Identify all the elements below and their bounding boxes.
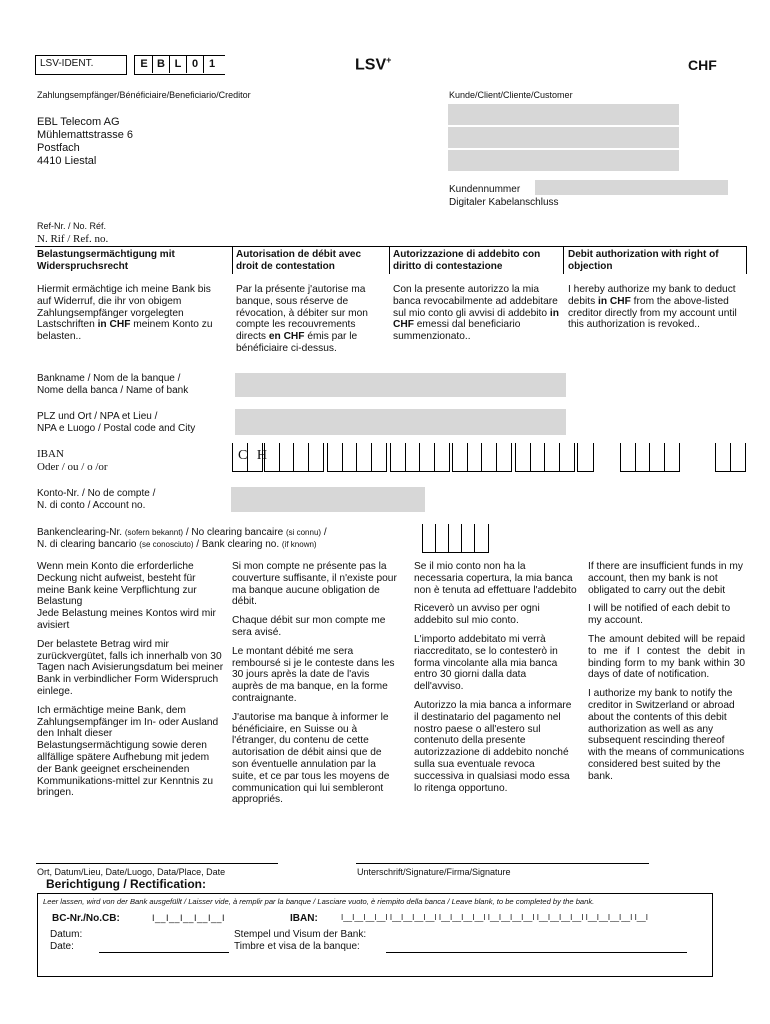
- clearing-cell[interactable]: [474, 524, 489, 553]
- condition-text: Se il mio conto non ha la necessaria copertura, la mia banca non è tenuta ad effettuare l'addebito: [414, 561, 577, 596]
- clearing-label: [37, 527, 327, 551]
- plz-label-line: NPA e Luogo / Postal code and City: [37, 423, 196, 434]
- ident-char: 1: [208, 58, 216, 70]
- iban-cell[interactable]: [577, 443, 594, 472]
- customer-number-label: Kundennummer: [449, 184, 521, 195]
- conditions-en: [588, 561, 745, 790]
- customer-city-field[interactable]: [448, 150, 679, 171]
- konto-label-line: N. di conto / Account no.: [37, 500, 146, 511]
- iban-cell[interactable]: [664, 443, 681, 472]
- konto-label: [37, 488, 155, 512]
- creditor-line: Mühlemattstrasse 6: [37, 129, 133, 141]
- condition-text: The amount debited will be repaid to me if I contest the debit in binding form to my bank within 30 days of date of notification.: [588, 633, 745, 681]
- creditor-line: EBL Telecom AG: [37, 116, 120, 128]
- auth-rule: [232, 246, 233, 274]
- condition-text: J'autorise ma banque à informer le bénéficiaire, en Suisse ou à l'étranger, du contenu de cette autorisation de débit ainsi que de son éventuelle annulation par la suite, et ce par tous les moyens de communication qui lui sembleront appropriés.: [232, 711, 390, 806]
- ref-label: Ref-Nr. / No. Réf.: [37, 221, 107, 231]
- iban-cell[interactable]: [279, 443, 295, 472]
- auth-text-de: Hiermit ermächtige ich meine Bank bis auf Widerruf, die ihr von obigem Zahlungsempfänger vorgelegten Lastschriften in CHF meinem Konto zu belasten..: [37, 284, 213, 343]
- bankname-label-line: Bankname / Nom de la banque /: [37, 373, 181, 384]
- condition-text: Chaque débit sur mon compte me sera avisé.: [232, 615, 386, 638]
- auth-text-fr: Par la présente j'autorise ma banque, sous réserve de révocation, à débiter sur mon compte les recouvrements directs en CHF émis par le bénéficiaire ci-dessus.: [236, 284, 368, 354]
- stamp-label-de: Stempel und Visum der Bank:: [234, 929, 367, 940]
- iban-cell[interactable]: [481, 443, 497, 472]
- iban-cell[interactable]: [530, 443, 546, 472]
- iban-cell[interactable]: [515, 443, 531, 472]
- auth-header-it: Autorizzazione di addebito con diritto di contestazione: [393, 249, 541, 272]
- conditions-de: [37, 561, 225, 806]
- customer-service: Digitaler Kabelanschluss: [449, 197, 559, 208]
- auth-text-it: Con la presente autorizzo la mia banca revocabilmente ad addebitare sul mio conto gli avvisi di addebito in CHF emessi dal beneficiario summenzionato..: [393, 284, 559, 343]
- signature-line[interactable]: [356, 863, 649, 864]
- creditor-line: 4410 Liestal: [37, 155, 97, 167]
- ident-char: B: [153, 55, 170, 73]
- clearing-cell[interactable]: [448, 524, 462, 553]
- iban-cell[interactable]: [649, 443, 665, 472]
- iban-cell[interactable]: [356, 443, 372, 472]
- creditor-label: Zahlungsempfänger/Bénéficiaire/Beneficiario/Creditor: [37, 90, 251, 100]
- condition-text: Der belastete Betrag wird mir zurückvergütet, falls ich innerhalb von 30 Tagen nach Avisierungsdatum bei meiner Bank in verbindlicher Form Widerspruch einlege.: [37, 638, 224, 697]
- condition-text: Le montant débité me sera remboursé si je le conteste dans les 30 jours après la date de l'avis auprès de ma banque, en la forme contraignante.: [232, 645, 395, 704]
- condition-text: Autorizzo la mia banca a informare il destinatario del pagamento nel nostro paese o all'estero sul contenuto della presente autorizzazione di addebito nonché sulla sua eventuale revoca successiva in qualsiasi modo essa lo ritenga opportuno.: [414, 699, 572, 794]
- iban-label-line: IBAN: [37, 448, 64, 460]
- auth-rule: [389, 246, 390, 274]
- condition-text: Wenn mein Konto die erforderliche Deckung nicht aufweist, besteht für meine Bank keine Verpflichtung zur Belastung: [37, 561, 197, 608]
- bankname-label: [37, 373, 188, 397]
- customer-name-field[interactable]: [448, 104, 679, 125]
- condition-text: I authorize my bank to notify the creditor in Switzerland or abroad about the contents of this debit authorization as well as any subsequent rescinding thereof with the means of communications considered best suited by the bank.: [588, 688, 745, 782]
- rect-date-line[interactable]: [99, 952, 229, 953]
- condition-text: L'importo addebitato mi verrà riaccreditato, se lo contesterò in forma vincolante alla mia banca entro 30 giorni dalla data dell'avviso.: [414, 633, 558, 693]
- iban-prefix: C H: [238, 448, 270, 463]
- iban-cell[interactable]: [434, 443, 451, 472]
- iban-label: [37, 448, 108, 474]
- plz-field[interactable]: [235, 409, 566, 435]
- signature-label: Unterschrift/Signature/Firma/Signature: [357, 867, 511, 877]
- auth-header-fr: Autorisation de débit avec droit de contestation: [236, 249, 362, 272]
- condition-text: Ich ermächtige meine Bank, dem Zahlungsempfänger im In- oder Ausland den Inhalt dieser Belastungsermächtigung sowie deren allfällige spätere Aufhebung mit jedem der Bank geeignet erscheinenden Kommunikations-mittel zur Kenntnis zu bringen.: [37, 704, 219, 799]
- iban-cell[interactable]: [715, 443, 731, 472]
- iban-cell[interactable]: [342, 443, 358, 472]
- iban-rect-blanks[interactable]: I__I__I__I__I I__I__I__I__I I__I__I__I__I I__I__I__I__I I__I__I__I__I I__I__I__I__I I__I: [341, 913, 648, 922]
- lsv-ident-label: LSV-IDENT.: [40, 58, 94, 69]
- customer-street-field[interactable]: [448, 127, 679, 148]
- iban-cell[interactable]: [232, 443, 248, 472]
- iban-cell[interactable]: [467, 443, 483, 472]
- iban-cell[interactable]: [247, 443, 264, 472]
- iban-cell[interactable]: [371, 443, 388, 472]
- ident-char: 0: [187, 55, 204, 73]
- condition-text: Si mon compte ne présente pas la couverture suffisante, il n'existe pour ma banque aucune obligation de débit.: [232, 561, 397, 608]
- creditor-address: [37, 116, 133, 168]
- iban-cell[interactable]: [293, 443, 309, 472]
- iban-cell[interactable]: [544, 443, 560, 472]
- rectification-title: Berichtigung / Rectification:: [46, 877, 207, 891]
- rectification-note: Leer lassen, wird von der Bank ausgefüllt / Laisser vide, à remplir par la banque / Lasciare vuoto, è riempito della banca / Leave blank, to be completed by the bank.: [43, 897, 595, 906]
- auth-text-en: I hereby authorize my bank to deduct debits in CHF from the above-listed creditor directly from my account until this authorization is revoked..: [568, 284, 737, 331]
- iban-cell[interactable]: [405, 443, 421, 472]
- iban-cell[interactable]: [496, 443, 513, 472]
- iban-cell[interactable]: [559, 443, 576, 472]
- clearing-cell[interactable]: [435, 524, 449, 553]
- konto-field[interactable]: [231, 487, 425, 512]
- stamp-label-fr: Timbre et visa de la banque:: [234, 941, 360, 952]
- iban-cell[interactable]: [635, 443, 651, 472]
- iban-cell[interactable]: [452, 443, 468, 472]
- bc-label: BC-Nr./No.CB:: [52, 913, 120, 924]
- place-date-label: Ort, Datum/Lieu, Date/Luogo, Data/Place, Date: [37, 867, 226, 877]
- bankname-label-line: Nome della banca / Name of bank: [37, 385, 189, 396]
- iban-cell[interactable]: [390, 443, 406, 472]
- condition-text: Jede Belastung meines Kontos wird mir avisiert: [37, 608, 216, 631]
- date-label: Date:: [50, 941, 74, 952]
- place-date-line[interactable]: [36, 863, 278, 864]
- iban-cell[interactable]: [620, 443, 636, 472]
- iban-cell[interactable]: [730, 443, 747, 472]
- iban-label-line: Oder / ou / o /or: [37, 461, 108, 473]
- iban-cell[interactable]: [327, 443, 343, 472]
- currency: CHF: [688, 57, 717, 73]
- creditor-line: Postfach: [37, 142, 80, 154]
- datum-label: Datum:: [50, 929, 83, 940]
- condition-text: Riceverò un avviso per ogni addebito sul mio conto.: [414, 603, 540, 627]
- form-title: LSV+: [355, 55, 392, 74]
- condition-text: I will be notified of each debit to my account.: [588, 603, 731, 627]
- clearing-cell[interactable]: [422, 524, 436, 553]
- customer-number-field[interactable]: [535, 180, 728, 195]
- ident-char: L: [170, 55, 187, 73]
- clearing-label-line: Bankenclearing-Nr. (sofern bekannt) / No clearing bancaire (si connu) /: [37, 527, 327, 538]
- clearing-label-line: N. di clearing bancario (se conosciuto) / Bank clearing no. (if known): [37, 539, 317, 550]
- clearing-cell[interactable]: [461, 524, 475, 553]
- auth-header-en: Debit authorization with right of objection: [568, 249, 719, 272]
- auth-header-de: Belastungsermächtigung mit Widerspruchsrecht: [37, 249, 175, 272]
- iban-rect-label: IBAN:: [290, 913, 318, 924]
- auth-top-rule: [35, 246, 747, 247]
- iban-cell[interactable]: [264, 443, 280, 472]
- ident-char: E: [136, 55, 153, 73]
- conditions-fr: [232, 561, 400, 813]
- auth-rule: [563, 246, 564, 274]
- iban-cell[interactable]: [308, 443, 325, 472]
- bc-blanks[interactable]: I__I__I__I__I__I: [152, 913, 226, 923]
- plz-label-line: PLZ und Ort / NPA et Lieu /: [37, 411, 158, 422]
- plz-label: [37, 411, 195, 435]
- bankname-field[interactable]: [235, 373, 566, 397]
- ref-label-2: N. Rif / Ref. no.: [37, 233, 109, 245]
- conditions-it: [414, 561, 577, 801]
- customer-label: Kunde/Client/Cliente/Customer: [449, 90, 573, 100]
- auth-rule: [746, 246, 747, 274]
- condition-text: If there are insufficient funds in my account, then my bank is not obligated to carry out the debit: [588, 561, 743, 596]
- rect-stamp-line[interactable]: [386, 952, 687, 953]
- konto-label-line: Konto-Nr. / No de compte /: [37, 488, 156, 499]
- iban-cell[interactable]: [419, 443, 435, 472]
